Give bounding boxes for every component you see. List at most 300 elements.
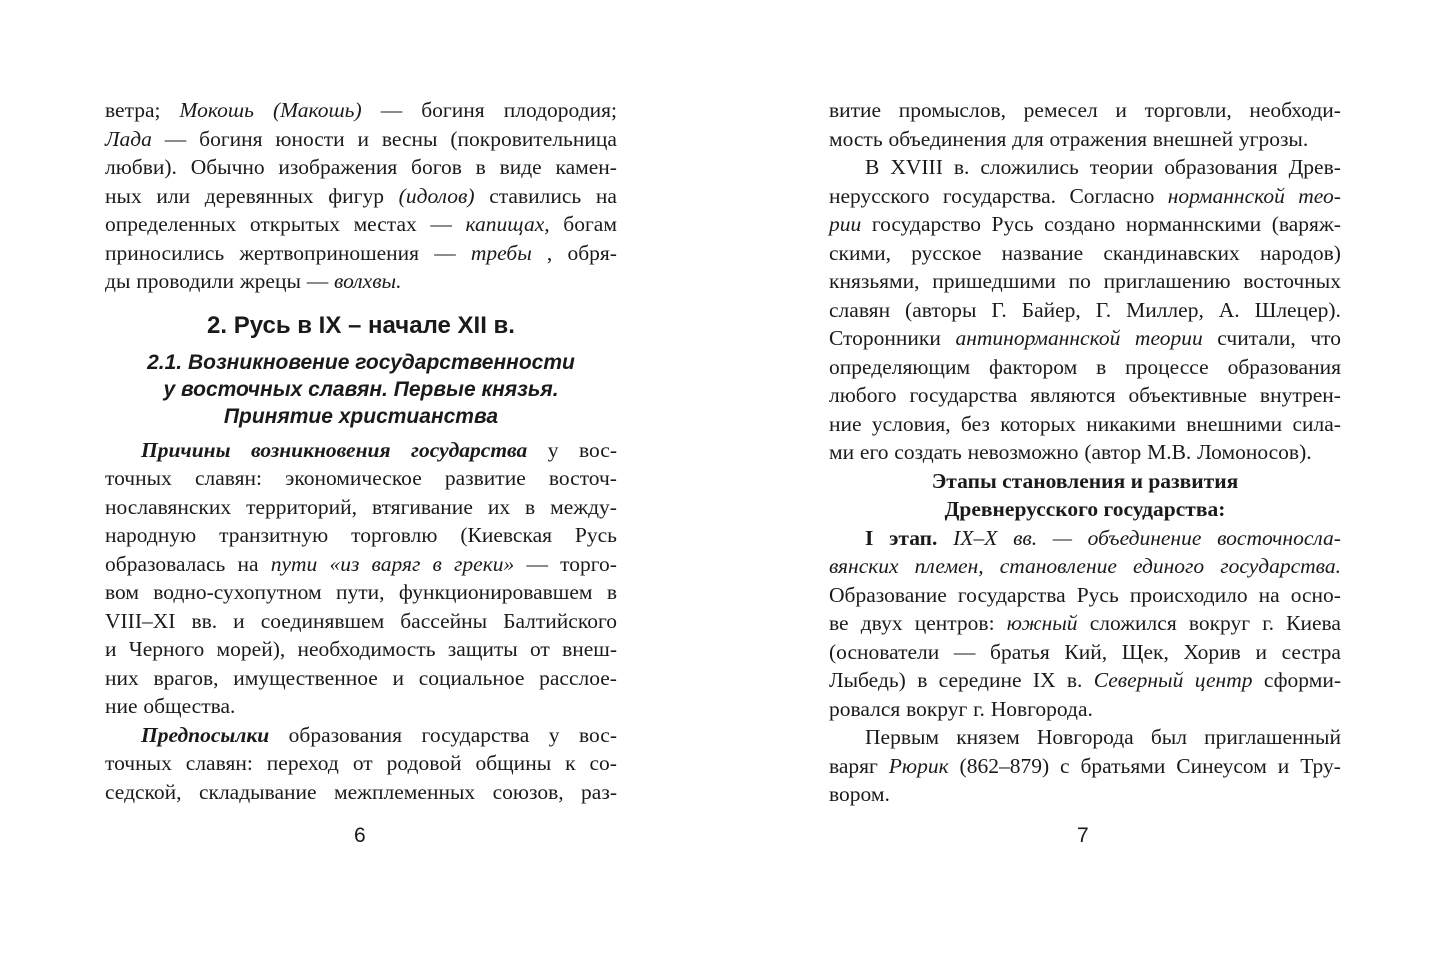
word: А. (1218, 297, 1240, 322)
word: Черного (128, 637, 205, 661)
word: норманнской (1167, 183, 1285, 208)
word: ми (829, 440, 855, 464)
word: фактором (989, 354, 1078, 379)
text-line (829, 552, 1341, 581)
subsection-heading (105, 349, 617, 430)
word: у (548, 722, 560, 747)
word: Первым (865, 725, 940, 749)
word: Обычно (190, 155, 265, 179)
prerequisites-paragraph (105, 721, 617, 807)
word: на (1258, 582, 1280, 607)
word: русское (911, 240, 982, 265)
word: объединения (888, 126, 1007, 151)
word: общества. (143, 694, 236, 718)
word: Причины (141, 437, 231, 462)
word: нославянских (105, 494, 232, 519)
word: Русь (574, 523, 617, 547)
subsection-heading-line: 2.1. Возникновение государственности (147, 350, 575, 374)
word: плодородия; (503, 98, 617, 122)
word: Шлецер). (1254, 297, 1341, 322)
word: территорий, (246, 494, 358, 519)
text-line (829, 153, 1341, 182)
word: в (432, 551, 442, 576)
word: в (525, 494, 536, 519)
word: тео- (1298, 183, 1341, 208)
word: его (859, 440, 889, 464)
word: являются (1030, 383, 1116, 407)
word: вянских (829, 554, 899, 578)
text-line (829, 524, 1341, 553)
word: этап. (889, 525, 938, 550)
word: на (237, 551, 259, 576)
word: внешними (1186, 411, 1283, 436)
word: Ломоносов). (1197, 440, 1312, 464)
text-line (105, 464, 617, 493)
word: функционировавшем (398, 580, 593, 604)
word: скандинавских (1103, 240, 1240, 265)
word: образовалась (105, 551, 226, 576)
word: объединение (1087, 525, 1202, 550)
word: вос- (579, 722, 617, 747)
word: становление (999, 554, 1117, 578)
text-line (105, 125, 617, 154)
word: ды (105, 269, 131, 293)
word: Мокошь (179, 98, 254, 122)
word: виде (499, 155, 542, 179)
text-line (105, 239, 617, 268)
text-line (105, 635, 617, 664)
word: условия, (871, 411, 951, 436)
word: вором. (829, 782, 890, 806)
text-line (105, 721, 617, 750)
text-line (829, 239, 1341, 268)
word: Хорив (1183, 639, 1241, 664)
word: Г. (1095, 297, 1112, 322)
word: их (487, 494, 511, 519)
word: юности (275, 126, 345, 151)
word: народов) (1260, 240, 1341, 265)
word: изображения (278, 155, 398, 179)
word: ремесел (1023, 98, 1098, 122)
text-line (829, 182, 1341, 211)
text-line (829, 96, 1341, 125)
word: славян: (194, 466, 262, 490)
word: Лыбедь) (829, 668, 906, 692)
word: (варяж- (1271, 212, 1341, 236)
word: Образование (829, 582, 947, 607)
word: г. (1262, 611, 1275, 635)
word: втягивание (371, 494, 473, 519)
theories-paragraph (829, 153, 1341, 467)
word: торговли, (1144, 98, 1232, 122)
word: сестра (1281, 639, 1341, 664)
word: внеш- (562, 637, 617, 661)
text-line (829, 381, 1341, 410)
word: проводили (136, 269, 235, 293)
word: М.В. (1147, 440, 1192, 464)
word: у (547, 437, 559, 462)
text-line (105, 607, 617, 636)
word: племен, (914, 554, 984, 578)
word: единого (1132, 554, 1205, 578)
word: союзов, (492, 779, 564, 804)
word: середине (938, 668, 1022, 692)
word: определенных (105, 212, 237, 236)
text-line (105, 96, 617, 125)
word: ние (105, 694, 138, 718)
word: Байер, (1021, 297, 1081, 322)
word: — (526, 551, 548, 576)
word: в (475, 155, 486, 179)
word: пути, (335, 580, 385, 604)
stages-heading (829, 467, 1341, 524)
word: переход (266, 751, 339, 775)
word: братьями (1080, 753, 1166, 778)
word: экономическое (285, 466, 422, 490)
subsection-heading-line: Принятие христианства (223, 404, 499, 428)
word: защиты (447, 637, 518, 661)
text-line (105, 664, 617, 693)
word: сложились (980, 155, 1079, 179)
word: происходило (1129, 582, 1248, 607)
word: ве (829, 611, 849, 635)
word: восточных (1243, 269, 1341, 293)
word: вв. (1013, 525, 1038, 550)
text-line (829, 723, 1341, 752)
word: внешней (1152, 126, 1234, 151)
word: государства. (1220, 554, 1341, 578)
text-line (105, 550, 617, 579)
word: рии (829, 212, 862, 236)
text-line (105, 182, 617, 211)
word: пути (270, 551, 318, 576)
text-line (829, 353, 1341, 382)
word: соединявшем (260, 608, 385, 633)
word: Кий, (1064, 639, 1108, 664)
word: невозможно (967, 440, 1079, 464)
word: считали, (1217, 326, 1296, 350)
word: которых (1000, 411, 1076, 436)
left-intro-paragraph (105, 96, 617, 296)
word: ровался (829, 696, 901, 721)
word: со- (589, 751, 617, 775)
word: врагов, (153, 665, 219, 690)
word: в (606, 580, 617, 604)
word: и (105, 637, 117, 661)
word: (покровительница (450, 126, 617, 151)
word: осно- (1290, 582, 1341, 607)
word: пришедшими (932, 269, 1056, 293)
stages-heading-line: Древнерусского государства: (944, 497, 1226, 521)
word: Согласно (1069, 183, 1155, 208)
text-line (829, 638, 1341, 667)
word: братья (990, 639, 1050, 664)
word: IX (1032, 668, 1056, 692)
text-line (829, 438, 1341, 467)
page-number-left: 6 (354, 824, 366, 847)
word: вом (105, 580, 139, 604)
word: деревянных (204, 183, 314, 208)
word: весны (381, 126, 438, 151)
word: центр (1194, 668, 1253, 692)
word: имущественное (233, 665, 378, 690)
word: Русь (991, 212, 1034, 236)
text-line (105, 436, 617, 465)
word: Новгорода. (990, 696, 1093, 721)
text-line (105, 267, 617, 296)
section-heading: 2. Русь в IX – начале XII в. (207, 311, 515, 339)
word: ных (105, 183, 142, 208)
word: местах (353, 212, 417, 236)
word: социальное (418, 665, 525, 690)
word: Сторонники (829, 326, 941, 350)
word: капищах, (465, 212, 550, 236)
word: Новгорода (1036, 725, 1134, 749)
word: вос- (579, 437, 617, 462)
word: Древ- (1288, 155, 1341, 179)
word: и (1255, 639, 1267, 664)
word: антинорманнской (955, 326, 1121, 350)
right-continuation-paragraph (829, 96, 1341, 153)
text-line (829, 609, 1341, 638)
word: Щек, (1121, 639, 1169, 664)
word: межплеменных (334, 779, 476, 804)
word: — (953, 639, 976, 664)
word: никакими (1086, 411, 1176, 436)
word: государство (871, 212, 981, 236)
word: государства (909, 383, 1018, 407)
word: славян (829, 297, 891, 322)
word: точных (105, 466, 172, 490)
word: г. (973, 696, 985, 721)
text-line (829, 410, 1341, 439)
word: государства. (942, 183, 1057, 208)
word: них (105, 665, 139, 690)
word: государства (957, 582, 1066, 607)
word: развитие (444, 466, 526, 490)
word: норманнскими (1125, 212, 1262, 236)
word: IX–X (953, 525, 998, 550)
word: греки» (454, 551, 515, 576)
word: центров: (914, 611, 995, 635)
word: от (529, 637, 550, 661)
text-line (105, 493, 617, 522)
word: обря- (567, 240, 617, 265)
word: любви). (105, 155, 177, 179)
word: VIII–XI (105, 608, 176, 633)
word: торговлю (351, 523, 438, 547)
word: богиня (421, 98, 485, 122)
word: требы (470, 240, 532, 265)
word: что (1310, 326, 1341, 350)
word: сформи- (1263, 668, 1341, 692)
word: водно-сухопутном (153, 580, 322, 604)
word: образования (1164, 155, 1278, 179)
word: угрозы. (1238, 126, 1309, 151)
stage-one-paragraph (829, 524, 1341, 724)
text-line (829, 752, 1341, 781)
word: волхвы. (334, 269, 402, 293)
word: (автор (1084, 440, 1142, 464)
word: теории (1089, 155, 1154, 179)
stages-heading-line: Этапы становления и развития (931, 468, 1239, 493)
word: приглашенный (1204, 725, 1341, 749)
word: Предпосылки (141, 722, 270, 747)
word: жрецы (239, 269, 301, 293)
word: вокруг (1188, 611, 1251, 635)
text-line (829, 695, 1341, 724)
word: (основатели (829, 639, 940, 664)
word: торго- (560, 551, 617, 576)
word: Киева (1286, 611, 1341, 635)
word: без (960, 411, 990, 436)
text-line (105, 778, 617, 807)
word: государства (411, 437, 528, 462)
word: жертвоприношения (239, 240, 420, 265)
word: ставились (489, 183, 582, 208)
word: , (546, 240, 553, 265)
text-line (105, 153, 617, 182)
text-line (829, 324, 1341, 353)
word: общины (475, 751, 552, 775)
word: «из (329, 551, 360, 576)
word: славян: (185, 751, 253, 775)
word: необходи- (1249, 98, 1341, 122)
word: в (1096, 354, 1107, 379)
text-line (105, 692, 617, 721)
word: мость (829, 126, 883, 151)
word: и (357, 126, 370, 151)
word: двух (860, 611, 903, 635)
word: (Макошь) (272, 98, 362, 122)
word: и (392, 665, 405, 690)
word: (862–879) (959, 753, 1050, 778)
word: в. (953, 155, 970, 179)
word: — (434, 240, 456, 265)
word: — (306, 269, 329, 293)
word: и (233, 608, 245, 633)
word: родовой (386, 751, 462, 775)
text-line (829, 581, 1341, 610)
word: создать (894, 440, 962, 464)
word: сложился (1089, 611, 1177, 635)
text-line (105, 210, 617, 239)
word: теории (1134, 326, 1203, 350)
word: возникновения (251, 437, 391, 462)
word: государства (421, 722, 530, 747)
word: приносились (105, 240, 225, 265)
left-page (105, 96, 617, 806)
word: ние (829, 411, 862, 436)
word: седской, (105, 779, 182, 804)
word: XVIII (890, 155, 943, 179)
word: — (380, 98, 403, 122)
word: необходимость (297, 637, 436, 661)
right-page (829, 96, 1341, 809)
page-number-right: 7 (1077, 824, 1089, 847)
word: Г. (991, 297, 1007, 322)
text-line (105, 749, 617, 778)
word: (идолов) (398, 183, 475, 208)
text-line (829, 210, 1341, 239)
word: фигур (328, 183, 384, 208)
word: к (565, 751, 576, 775)
word: бассейны (400, 608, 488, 633)
word: и (1277, 753, 1290, 778)
word: богов (411, 155, 462, 179)
word: с (1060, 753, 1070, 778)
word: Рюрик (888, 753, 949, 778)
word: в (917, 668, 928, 692)
word: название (1001, 240, 1084, 265)
word: варяг (829, 753, 878, 778)
word: был (1150, 725, 1187, 749)
word: богиня (199, 126, 263, 151)
word: вв. (191, 608, 218, 633)
word: нерусского (829, 183, 930, 208)
word: восточносла- (1217, 525, 1341, 550)
word: складывание (198, 779, 317, 804)
word: для (1012, 126, 1044, 151)
word: южный (1006, 611, 1078, 635)
word: камен- (555, 155, 617, 179)
word: промыслов, (898, 98, 1006, 122)
word: образования (1227, 354, 1341, 379)
word: — (430, 212, 452, 236)
word: расслое- (539, 665, 617, 690)
word: I (865, 525, 874, 550)
word: от (352, 751, 373, 775)
word: варяг (371, 551, 421, 576)
word: или (156, 183, 191, 208)
word: объективные (1128, 383, 1247, 407)
word: князьями, (829, 269, 920, 293)
word: (Киевская (460, 523, 553, 547)
word: и (1115, 98, 1127, 122)
text-line (105, 578, 617, 607)
word: восточ- (548, 466, 617, 490)
word: любого (829, 383, 897, 407)
word: транзитную (219, 523, 329, 547)
word: Миллер, (1126, 297, 1204, 322)
text-line (829, 666, 1341, 695)
word: Тру- (1300, 753, 1341, 778)
text-line (829, 267, 1341, 296)
word: открытых (249, 212, 340, 236)
word: в. (1066, 668, 1083, 692)
word: — (1052, 525, 1072, 550)
word: приглашению (1103, 269, 1231, 293)
word: создано (1044, 212, 1116, 236)
word: ветра; (105, 98, 161, 122)
word: — (164, 126, 187, 151)
word: сила- (1292, 411, 1341, 436)
text-line (829, 296, 1341, 325)
word: вокруг (906, 696, 968, 721)
text-line (829, 780, 1341, 809)
word: процессе (1125, 354, 1209, 379)
word: внутрен- (1259, 383, 1341, 407)
word: раз- (581, 779, 617, 804)
rurik-paragraph (829, 723, 1341, 809)
word: скими, (829, 240, 891, 265)
word: по (1068, 269, 1091, 293)
word: Северный (1093, 668, 1184, 692)
word: витие (829, 98, 882, 122)
word: Синеусом (1176, 753, 1267, 778)
text-line (829, 125, 1341, 154)
causes-paragraph (105, 436, 617, 721)
